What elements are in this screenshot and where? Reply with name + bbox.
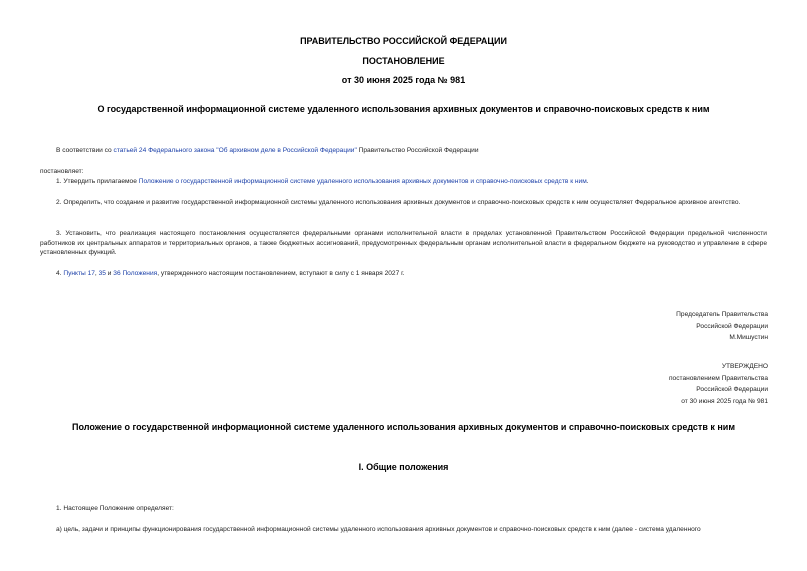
item-4-separator-2: и bbox=[105, 270, 114, 277]
point-35-link[interactable]: 35 bbox=[98, 270, 106, 277]
document-title: О государственной информационной системе удаленного использования архивных документов и справочно-поисковых средств к ним bbox=[97, 104, 710, 114]
document-date-number: от 30 июня 2025 года № 981 bbox=[341, 75, 466, 85]
regulation-link[interactable]: Положение о государственной информационной системе удаленного использования архивных документов и справочно-поисковых средств к ним bbox=[138, 178, 587, 185]
approved-line-3: Российской Федерации bbox=[696, 386, 768, 393]
regulation-subpoint-a: а) цель, задачи и принципы функционирования государственной информационной системы удаленного использования архивных документов и справочно-поисковых средств к ним (далее - система удаленного bbox=[56, 526, 701, 533]
item-1 bbox=[56, 177, 589, 187]
resolves-text: постановляет: bbox=[40, 168, 84, 175]
item-3: 3. Установить, что реализация настоящего постановления осуществляется федеральными органами исполнительной власти в пределах установленной Правительством Российской Федерации предельной численности работников их центральных аппаратов и территориальных органов, а также бюджетных ассигнований, предусмотренных федеральным органам исполнительной власти в федеральном бюджете на руководство и управление в сфере установленных функций. bbox=[40, 230, 767, 256]
item-4-number: 4. bbox=[56, 270, 64, 277]
approved-line-1: УТВЕРЖДЕНО bbox=[721, 363, 768, 370]
approved-line-2: постановлением Правительства bbox=[668, 374, 768, 382]
signature-line-3: М.Мишустин bbox=[729, 334, 768, 341]
item-4-text-after: , утвержденного настоящим постановлением, вступают в силу с 1 января 2027 г. bbox=[157, 270, 405, 277]
approved-block bbox=[669, 361, 768, 407]
federal-law-link[interactable]: статьей 24 Федерального закона "Об архивном деле в Российской Федерации" bbox=[113, 147, 357, 154]
regulation-title: Положение о государственной информационной системе удаленного использования архивных документов и справочно-поисковых средств к ним bbox=[72, 422, 735, 432]
document-type-heading: ПОСТАНОВЛЕНИЕ bbox=[362, 56, 445, 66]
item-1-text-after: . bbox=[586, 178, 589, 185]
point-36-link[interactable]: 36 Положения bbox=[113, 270, 158, 277]
preamble-text-before: В соответствии со bbox=[56, 147, 114, 154]
signature-block bbox=[676, 309, 768, 344]
item-1-text-before: 1. Утвердить прилагаемое bbox=[56, 178, 139, 185]
signature-line-1: Председатель Правительства bbox=[676, 311, 768, 318]
approved-line-4: от 30 июня 2025 года № 981 bbox=[681, 397, 768, 405]
regulation-point-1: 1. Настоящее Положение определяет: bbox=[56, 505, 174, 512]
preamble-text-after: Правительство Российской Федерации bbox=[356, 147, 479, 154]
item-2: 2. Определить, что создание и развитие государственной информационной системы удаленного использования архивных документов и справочно-поисковых средств к ним осуществляет Федеральное архивное агентство. bbox=[56, 199, 741, 206]
government-heading: ПРАВИТЕЛЬСТВО РОССИЙСКОЙ ФЕДЕРАЦИИ bbox=[300, 36, 507, 46]
section-heading: I. Общие положения bbox=[358, 462, 449, 472]
item-4 bbox=[56, 269, 405, 279]
point-17-link[interactable]: Пункты 17 bbox=[63, 270, 95, 277]
signature-line-2: Российской Федерации bbox=[696, 322, 768, 330]
preamble bbox=[56, 146, 479, 156]
item-4-separator-1: , bbox=[94, 270, 99, 277]
